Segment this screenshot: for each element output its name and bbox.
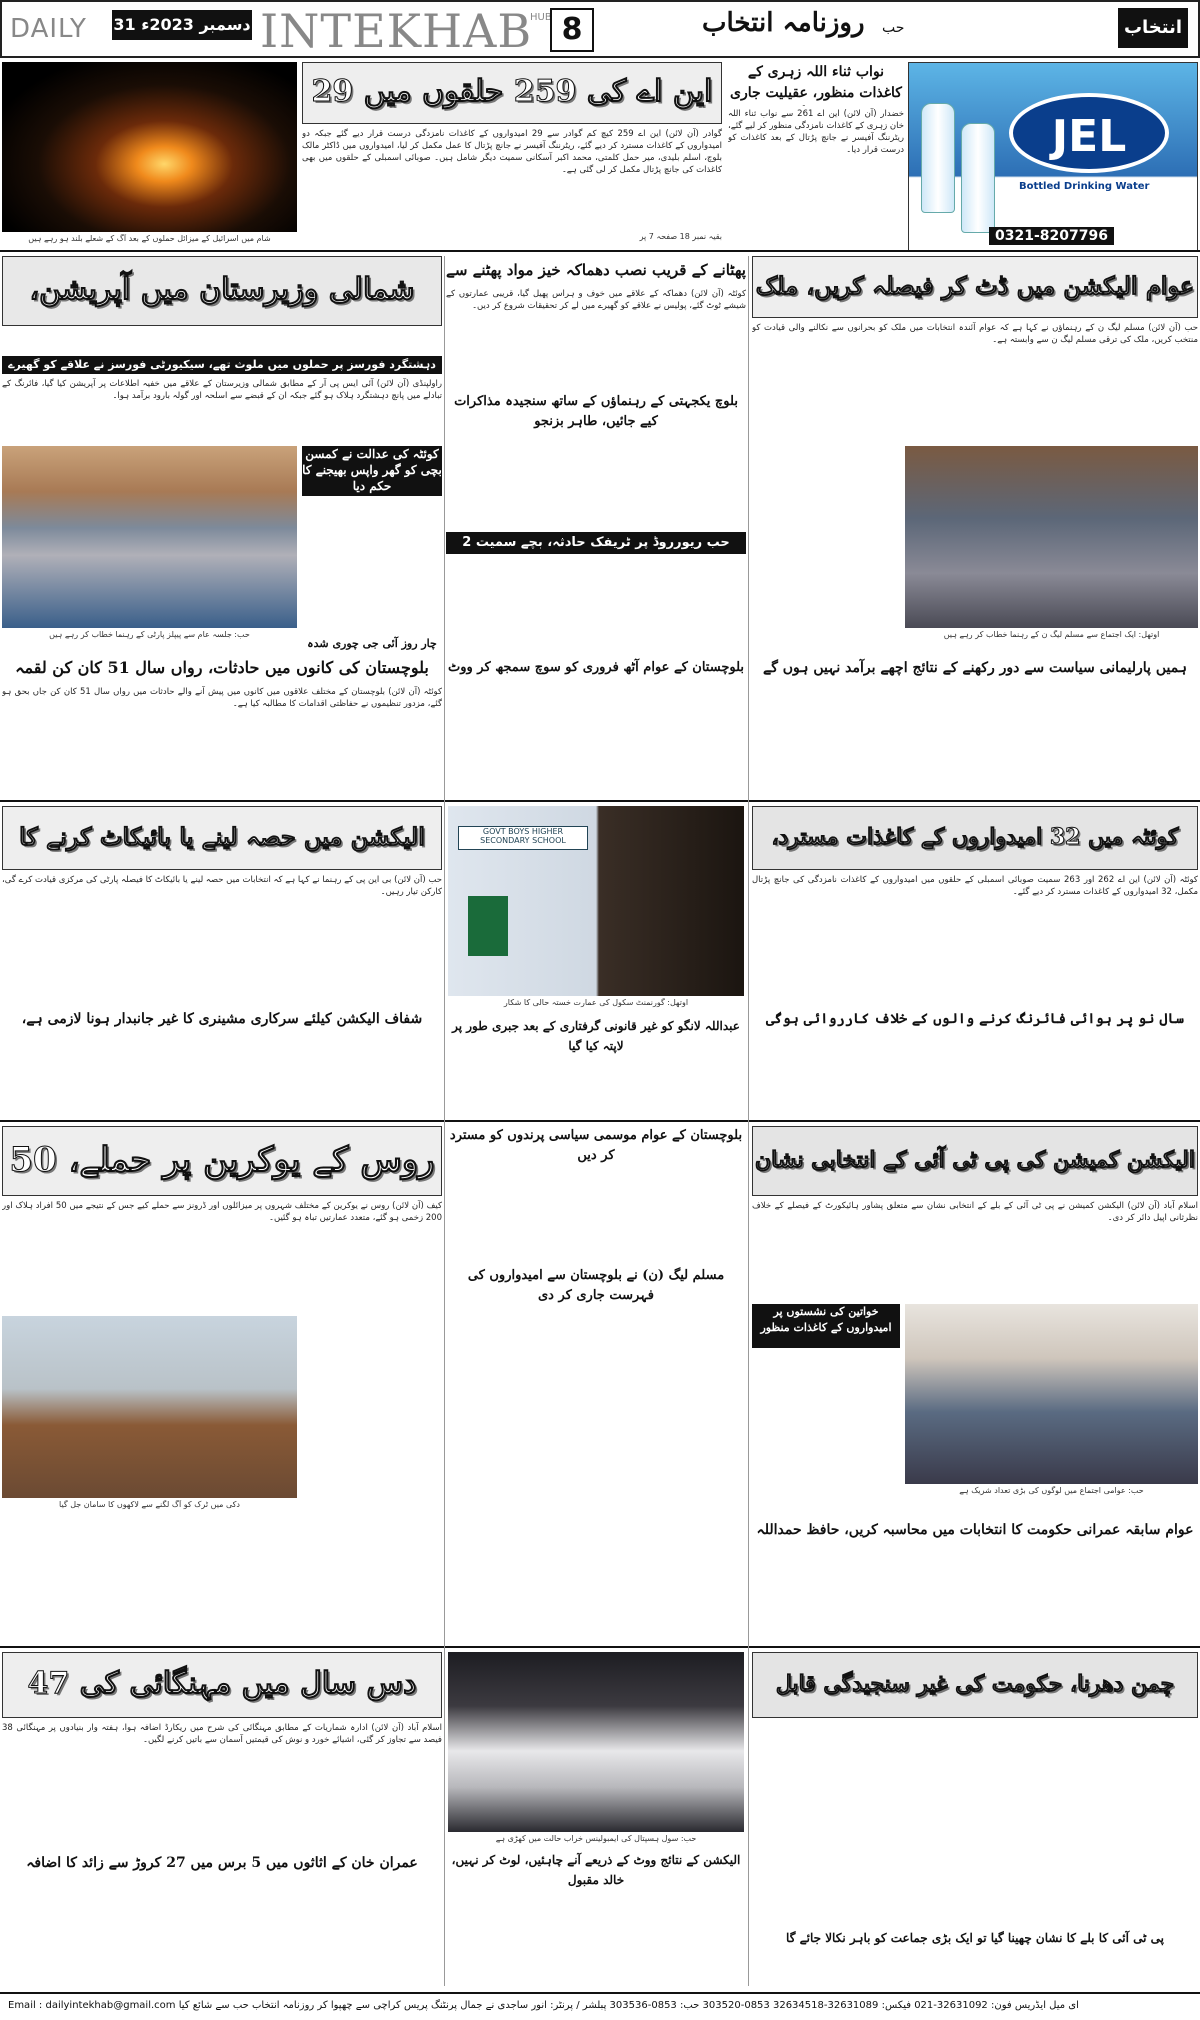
fire-caption: شام میں اسرائیل کے میزائل حملوں کے بعد آگ کے شعلے بلند ہو رہے ہیں <box>28 234 271 243</box>
results-headline: الیکشن کے نتائج ووٹ کے ذریعے آنے چاہئیں، لوٹ کر نہیں، خالد مقبول <box>451 1853 741 1887</box>
abdullah-headline: عبداللہ لانگو کو غیر قانونی گرفتاری کے بعد جبری طور پر لاپتہ کیا گیا <box>452 1019 740 1053</box>
urdu-city: حب <box>882 20 905 36</box>
newspaper-logo: انتخاب <box>1118 8 1188 48</box>
parliament-headline: ہمیں پارلیمانی سیاست سے دور رکھنے کے نتائج اچھے برآمد نہیں ہوں گے <box>762 660 1187 676</box>
ml-headline: مسلم لیگ (ن) نے بلوچستان سے امیدواروں کی فہرست جاری کر دی <box>467 1268 725 1303</box>
inflation-headline: دس سال میں مہنگائی کی 47 <box>2 1652 442 1718</box>
daily-label: DAILY <box>10 14 87 44</box>
nawab-body: خضدار (آن لائن) این اے 261 سے نواب ثناء اللہ خان زہری کے کاغذات نامزدگی منظور کر لیے گئے، ریٹرننگ آفیسر نے جانچ پڑتال کے بعد کاغذات کو درست قرار دیا۔ <box>728 109 904 155</box>
operation-body: راولپنڈی (آن لائن) آئی ایس پی آر کے مطابق شمالی وزیرستان کے علاقے میں خفیہ اطلاعات پر آپریشن کیا گیا، فائرنگ کے تبادلے میں پانچ دہشتگرد ہلاک ہو گئے جبکہ ان کے قبضے سے اسلحہ اور گولہ بارود برآمد ہوا۔ <box>2 379 442 401</box>
meeting-caption: اوتھل: ایک اجتماع سے مسلم لیگ ن کے رہنما خطاب کر رہے ہیں <box>943 630 1160 639</box>
column-divider <box>444 256 445 1986</box>
stolen-headline: چار روز آئی جی چوری شدہ <box>307 637 437 650</box>
quetta-body: کوئٹہ (آن لائن) این اے 262 اور 263 سمیت صوبائی اسمبلی کے حلقوں میں امیدواروں کے کاغذات نامزدگی کی جانچ پڑتال مکمل، 32 امیدواروں کے کاغذات مسترد کر دیے گئے۔ <box>752 875 1198 897</box>
crowd-caption: حب: عوامی اجتماع میں لوگوں کی بڑی تعداد شریک ہے <box>959 1486 1144 1495</box>
imran-headline: عمران خان کے اثاثوں میں 5 برس میں 27 کروڑ سے زائد کا اضافہ <box>26 1855 418 1871</box>
truck-fire-photo <box>2 1316 297 1498</box>
nawaz-body: حب (آن لائن) مسلم لیگ ن کے رہنماؤں نے کہا ہے کہ عوام آئندہ انتخابات میں ملک کو بحرانوں سے نکالنے والی قیادت کو منتخب کریں، ملک کی ترقی مسلم لیگ ن سے وابستہ ہے۔ <box>752 323 1198 345</box>
page-number: 8 <box>550 8 594 52</box>
russia-headline: روس کے یوکرین پر حملے، 50 <box>2 1126 442 1196</box>
column-divider <box>748 256 749 1986</box>
blast-headline: پھٹانے کے قریب نصب دھماکہ خیز مواد پھٹنے سے <box>446 261 746 279</box>
operation-headline: شمالی وزیرستان میں آپریشن، <box>2 256 442 326</box>
quetta-headline: کوئٹہ میں 32 امیدواروں کے کاغذات مسترد، <box>752 806 1198 870</box>
election-headline: الیکشن کمیشن کی پی ٹی آئی کے انتخابی نشان <box>752 1126 1198 1196</box>
chaman-headline: چمن دھرنا، حکومت کی غیر سنجیدگی قابل <box>752 1652 1198 1718</box>
operation-sub: دہشتگرد فورسز پر حملوں میں ملوث تھے، سیکیورٹی فورسز نے علاقے کو گھیرے <box>2 356 442 374</box>
solar-headline: سال نو پر ہوائی فائرنگ کرنے والوں کے خلاف کارروائی ہوگی <box>766 1011 1184 1027</box>
school-sign: GOVT BOYS HIGHER SECONDARY SCHOOL <box>458 826 588 850</box>
date-badge: 31 دسمبر 2023ء <box>112 10 252 40</box>
section-divider <box>0 800 1200 802</box>
clear-headline: شفاف الیکشن کیلئے سرکاری مشینری کا غیر جانبدار ہونا لازمی ہے، <box>21 1011 423 1027</box>
intekhab-wordmark: INTEKHAB <box>260 4 533 58</box>
mine-body: کوئٹہ (آن لائن) بلوچستان کے مختلف علاقوں میں کانوں میں پیش آنے والے حادثات میں رواں سال 51 کان کن جاں بحق ہو گئے، مزدور تنظیموں نے حفاظتی اقدامات کا مطالبہ کیا ہے۔ <box>2 687 442 709</box>
section-divider <box>0 250 1200 252</box>
water-bottle-icon <box>961 123 995 233</box>
rally-photo <box>2 446 297 628</box>
inflation-body: اسلام آباد (آن لائن) ادارہ شماریات کے مطابق مہنگائی کی شرح میں ریکارڈ اضافہ ہوا، ہفتہ وار بنیادوں پر مہنگائی 38 فیصد سے تجاوز کر گئی، اشیائے خورد و نوش کی قیمتیں آسمان سے باتیں کرنے لگیں۔ <box>2 1723 442 1745</box>
boycott-body: حب (آن لائن) بی این پی کے رہنما نے کہا ہے کہ انتخابات میں حصہ لینے یا بائیکاٹ کا فیصلہ پارٹی کی مرکزی قیادت کرے گی، کارکن تیار رہیں۔ <box>2 875 442 897</box>
jel-logo: JEL <box>1009 93 1169 173</box>
nomination-body: گوادر (آن لائن) این اے 259 کیچ کم گوادر سے 29 امیدواروں کے کاغذات نامزدگی درست قرار دیے گئے جبکہ دو امیدواروں کے کاغذات مسترد کر دیے گئے، ریٹرننگ آفیسر نے جانچ پڑتال کا عمل مکمل کر لیا، امیدواروں میں ڈاکٹر مالک بلوچ، اسلم بلیدی، میر حمل کلمتی، محمد اکبر آسکانی سمیت دیگر شامل ہیں۔ صوبائی اسمبلی کے حلقوں میں بھی کاغذات کی جانچ پڑتال مکمل کر لی گئی ہے۔ <box>302 129 722 175</box>
water-bottle-icon <box>921 103 955 213</box>
cheap-headline: بلوچستان کے عوام آٹھ فروری کو سوچ سمجھ کر ووٹ <box>447 660 744 675</box>
fatima-headline: خواتین کی نشستوں پر امیدواروں کے کاغذات منظور <box>752 1304 900 1348</box>
hafiz-headline: عوام سابقہ عمرانی حکومت کا انتخابات میں محاسبہ کریں، حافظ حمداللہ <box>756 1522 1194 1538</box>
crowd-photo <box>905 1304 1198 1484</box>
boycott-headline: الیکشن میں حصہ لینے یا بائیکاٹ کرنے کا <box>2 806 442 870</box>
urdu-title: روزنامہ انتخاب <box>702 8 865 38</box>
traffic-headline: حب ریورروڈ پر ٹریفک حادثہ، بچے سمیت 2 <box>446 532 746 554</box>
school-photo <box>448 806 744 996</box>
nomination-continued: بقیہ نمبر 18 صفحہ 7 پر <box>639 232 722 241</box>
footer-contact: Email : dailyintekhab@gmail.com ای میل ایڈریس فون: 32631092-021 فیکس: 32631089-32634518 0853-303520 حب: 0853-303536 پبلشر / پرنٹر: انور ساجدی نے جمال پرنٹنگ پریس کراچی سے چھپوا کر روزنامہ انتخاب حب سے شائع کیا <box>0 1992 1200 2018</box>
ambulance-caption: حب: سول ہسپتال کی ایمبولینس خراب حالت میں کھڑی ہے <box>495 1834 697 1843</box>
baloch-headline: بلوچ یکجہتی کے رہنماؤں کے ساتھ سنجیدہ مذاکرات کیے جائیں، طاہر بزنجو <box>454 394 738 429</box>
jel-phone: 0321-8207796 <box>989 227 1114 245</box>
section-divider <box>0 1646 1200 1648</box>
nomination-headline: این اے کی 259 حلقوں میں 29 <box>302 62 722 124</box>
masthead <box>0 0 1200 58</box>
mine-headline: بلوچستان کی کانوں میں حادثات، رواں سال 51 کان کن لقمہ <box>15 658 429 677</box>
hub-label: HUB <box>530 12 552 23</box>
school-caption: اوتھل: گورنمنٹ سکول کی عمارت خستہ حالی کا شکار <box>503 998 689 1007</box>
nawab-headline: نواب ثناء اللہ زہری کے کاغذات منظور، عقیلیت جاری <box>730 64 902 101</box>
gate-flag <box>468 896 508 956</box>
court-headline: کوئٹہ کی عدالت نے کمسن بچی کو گھر واپس بھیجنے کا حکم دیا <box>302 446 442 496</box>
fire-photo <box>2 62 297 232</box>
fire2-caption: دکی میں ٹرک کو آگ لگنے سے لاکھوں کا سامان جل گیا <box>59 1500 240 1509</box>
party-headline: پی ٹی آئی کا بلے کا نشان چھینا گیا تو ایک بڑی جماعت کو باہر نکالا جائے گا <box>786 1931 1164 1945</box>
rally-caption: حب: جلسہ عام سے پیپلز پارٹی کے رہنما خطاب کر رہے ہیں <box>49 630 250 639</box>
meeting-photo <box>905 446 1198 628</box>
jel-slogan: Bottled Drinking Water <box>1019 181 1150 192</box>
election-body: اسلام آباد (آن لائن) الیکشن کمیشن نے پی ٹی آئی کے بلے کے انتخابی نشان سے متعلق پشاور ہائیکورٹ کے فیصلے کے خلاف نظرثانی اپیل دائر کر دی۔ <box>752 1201 1198 1223</box>
nawaz-headline: عوام الیکشن میں ڈٹ کر فیصلہ کریں، ملک <box>752 256 1198 318</box>
blast-body: کوئٹہ (آن لائن) دھماکہ کے علاقے میں خوف و ہراس پھیل گیا، قریبی عمارتوں کے شیشے ٹوٹ گئے، پولیس نے علاقے کو گھیرے میں لے کر تحقیقات شروع کر دیں۔ <box>446 289 746 311</box>
russia-body: کیف (آن لائن) روس نے یوکرین کے مختلف شہروں پر میزائلوں اور ڈرونز سے حملے کیے جس کے نتیجے میں 50 افراد ہلاک اور 200 زخمی ہو گئے، متعدد عمارتیں تباہ ہو گئیں۔ <box>2 1201 442 1223</box>
birds-headline: بلوچستان کے عوام موسمی سیاسی پرندوں کو مسترد کر دیں <box>449 1128 743 1163</box>
jel-advertisement <box>908 62 1198 252</box>
section-divider <box>0 1120 1200 1122</box>
ambulance-photo <box>448 1652 744 1832</box>
